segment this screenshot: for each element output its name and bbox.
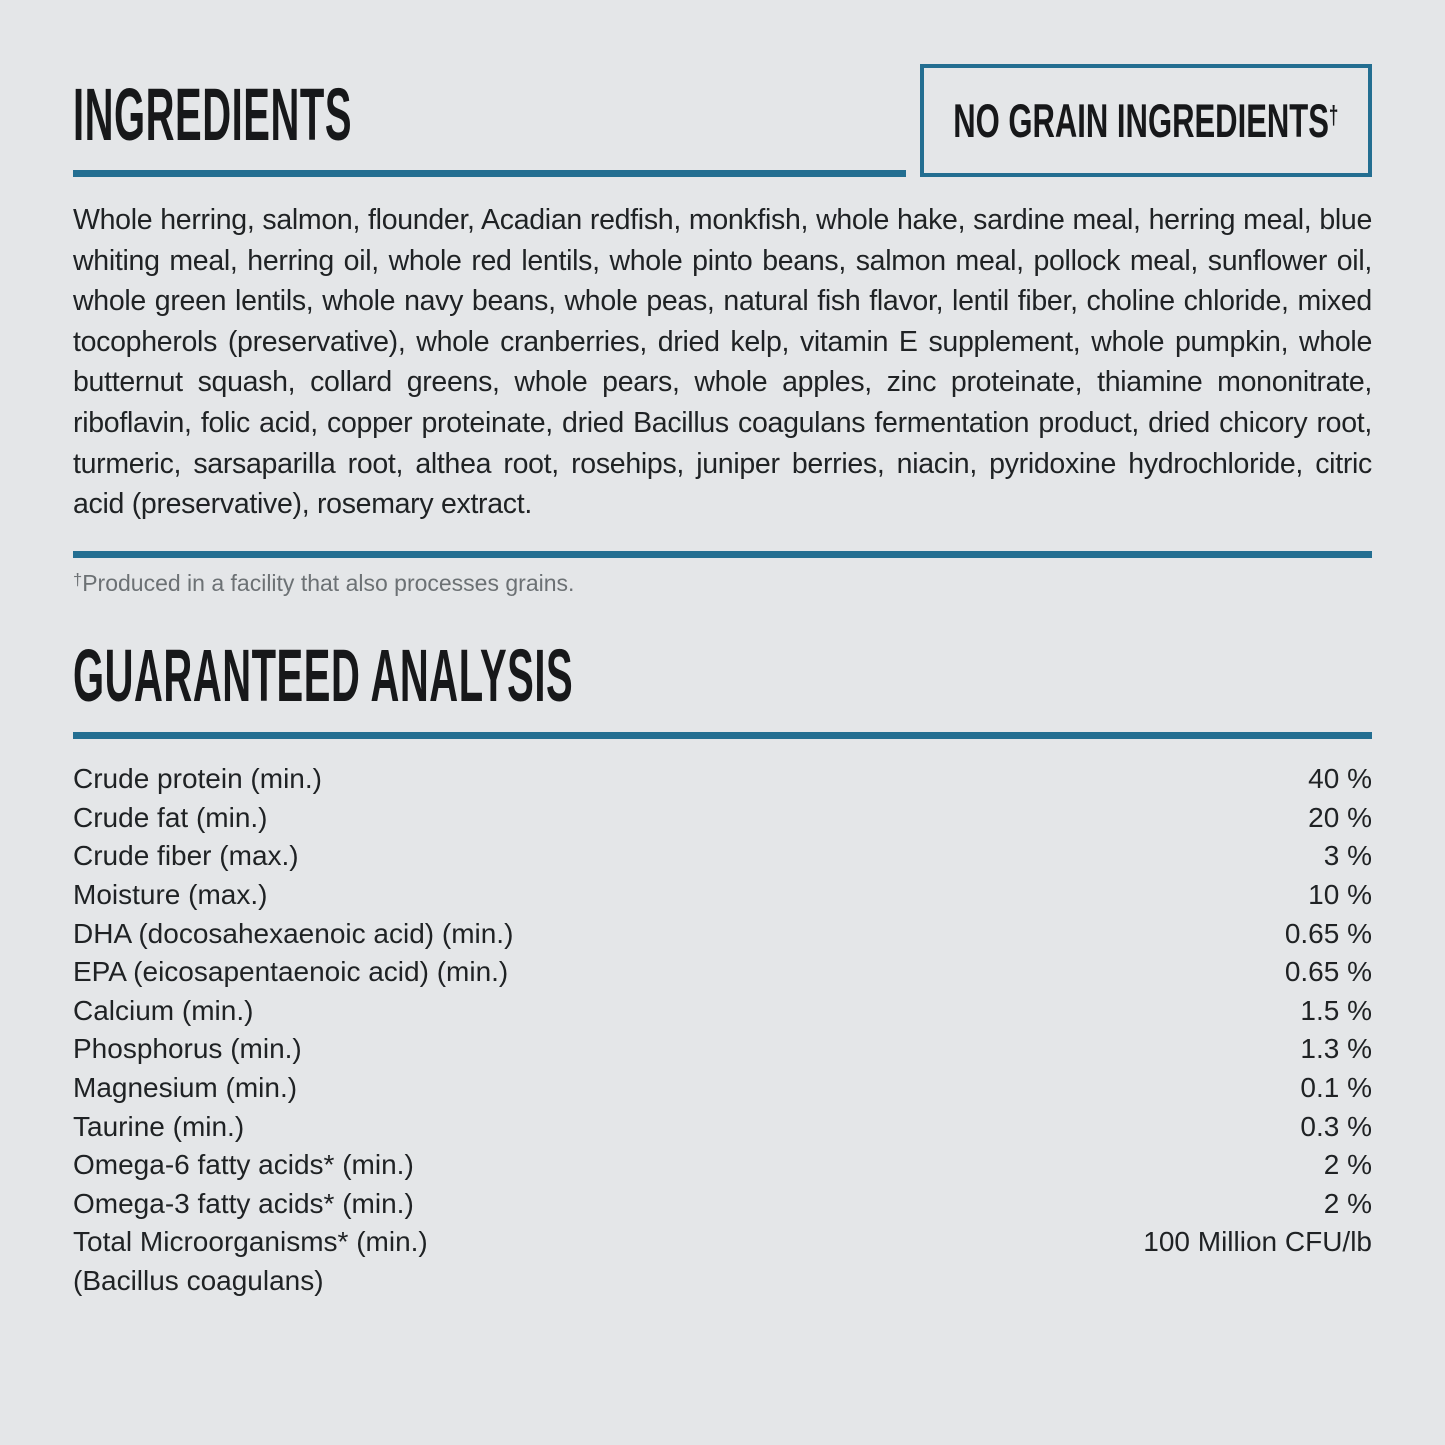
analysis-row [73, 1223, 1372, 1262]
ingredients-header [73, 64, 1372, 177]
analysis-row-value: 10 % [1308, 878, 1372, 910]
analysis-row-value: 1.5 % [1300, 994, 1372, 1026]
no-grain-badge-text [953, 93, 1338, 148]
analysis-row-label: Total Microorganisms* (min.) [73, 1226, 428, 1258]
guaranteed-analysis-table [73, 760, 1372, 1300]
analysis-row-label: EPA (eicosapentaenoic acid) (min.) [73, 956, 509, 988]
analysis-row-value: 40 % [1308, 763, 1372, 795]
analysis-row-value: 1.3 % [1300, 1033, 1372, 1065]
grain-facility-footnote [73, 570, 1372, 597]
footnote-dagger: † [73, 570, 83, 590]
analysis-row [73, 1030, 1372, 1069]
analysis-row [73, 1185, 1372, 1224]
guaranteed-analysis-divider [73, 732, 1372, 739]
analysis-row [73, 1108, 1372, 1147]
analysis-row-value: 2 % [1323, 1149, 1372, 1181]
analysis-row [73, 953, 1372, 992]
guaranteed-analysis-title [73, 633, 1372, 717]
analysis-row-value: 0.3 % [1300, 1110, 1372, 1142]
analysis-row-value: 0.1 % [1300, 1071, 1372, 1103]
ingredients-bottom-divider [73, 551, 1372, 558]
ingredients-title-text: INGREDIENTS [73, 72, 353, 156]
analysis-row-label: Omega-3 fatty acids* (min.) [73, 1187, 414, 1219]
analysis-row-label: Omega-6 fatty acids* (min.) [73, 1149, 414, 1181]
analysis-row-label: (Bacillus coagulans) [73, 1264, 324, 1296]
analysis-row-label: Crude fiber (max.) [73, 840, 299, 872]
ingredients-title-column [73, 64, 920, 177]
analysis-row [73, 1262, 1372, 1301]
ingredients-title-divider [73, 170, 906, 177]
analysis-row-label: Taurine (min.) [73, 1110, 245, 1142]
analysis-row [73, 799, 1372, 838]
no-grain-badge-label: NO GRAIN INGREDIENTS [953, 94, 1330, 147]
ingredients-title [73, 72, 906, 156]
analysis-row-label: Crude protein (min.) [73, 763, 322, 795]
analysis-row-value: 2 % [1323, 1187, 1372, 1219]
analysis-row [73, 837, 1372, 876]
analysis-row [73, 915, 1372, 954]
no-grain-badge-dagger: † [1329, 102, 1339, 131]
analysis-row-value: 100 Million CFU/lb [1143, 1226, 1372, 1258]
analysis-row [73, 760, 1372, 799]
analysis-row [73, 992, 1372, 1031]
analysis-row-label: Moisture (max.) [73, 878, 268, 910]
analysis-row-value: 20 % [1308, 801, 1372, 833]
analysis-row-value: 0.65 % [1284, 917, 1372, 949]
analysis-row-label: Phosphorus (min.) [73, 1033, 302, 1065]
analysis-row-value: 0.65 % [1284, 956, 1372, 988]
analysis-row-label: DHA (docosahexaenoic acid) (min.) [73, 917, 514, 949]
analysis-row [73, 1069, 1372, 1108]
no-grain-badge [920, 64, 1372, 177]
analysis-row-label: Crude fat (min.) [73, 801, 268, 833]
analysis-row-label: Calcium (min.) [73, 994, 254, 1026]
ingredients-paragraph: Whole herring, salmon, flounder, Acadian redfish, monkfish, whole hake, sardine meal, herring meal, blue whiting meal, herring oil, whole red lentils, whole pinto beans, salmon meal, pollock meal, sunflower oil, whole green lentils, whole navy beans, whole peas, natural fish flavor, lentil fiber, choline chloride, mixed tocopherols (preservative), whole cranberries, dried kelp, vitamin E supplement, whole pumpkin, whole butternut squash, collard greens, whole pears, whole apples, zinc proteinate, thiamine mononitrate, riboflavin, folic acid, copper proteinate, dried Bacillus coagulans fermentation product, dried chicory root, turmeric, sarsaparilla root, althea root, rosehips, juniper berries, niacin, pyridoxine hydrochloride, citric acid (preservative), rosemary extract. [73, 204, 1372, 521]
analysis-row-label: Magnesium (min.) [73, 1071, 298, 1103]
analysis-row [73, 876, 1372, 915]
footnote-text: Produced in a facility that also processes grains. [82, 569, 575, 596]
guaranteed-analysis-title-text: GUARANTEED ANALYSIS [73, 633, 574, 717]
analysis-row-value: 3 % [1323, 840, 1372, 872]
analysis-row [73, 1146, 1372, 1185]
